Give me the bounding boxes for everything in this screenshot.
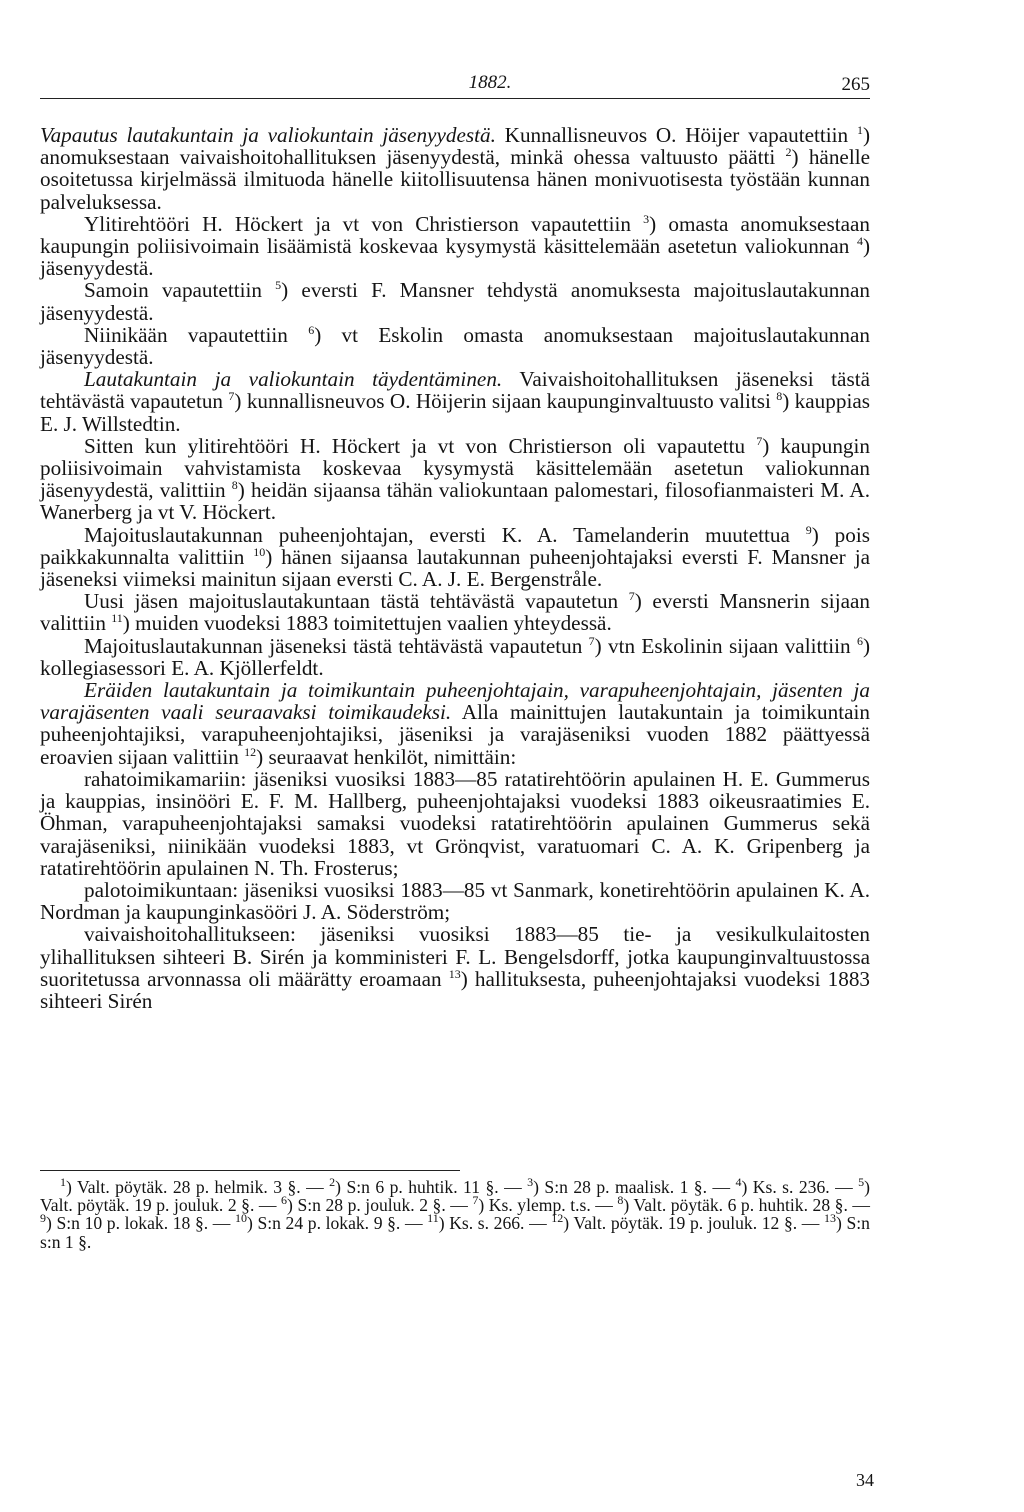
text-run: ) seuraavat henkilöt, nimittäin: — [256, 744, 517, 769]
italic-heading: Vapautus lautakuntain ja valiokuntain jäsenyydestä. — [40, 123, 496, 147]
text-run: ) hänen sijaansa lautakunnan puheenjohtajaksi eversti F. Mansner ja jäseneksi viimeksi mainitun sijaan eversti C. A. J. E. Bergenstråle. — [40, 544, 870, 592]
footnote-ref: 11 — [111, 611, 123, 626]
paragraph — [40, 124, 870, 213]
text-run: ) S:n 28 p. jouluk. 2 §. — — [287, 1195, 473, 1216]
paragraph — [40, 679, 870, 768]
text-run: Samoin vapautettiin — [84, 278, 276, 303]
footnote-ref: 1 — [60, 1175, 66, 1190]
paragraph — [40, 590, 870, 634]
text-run: Sitten kun ylitirehtööri H. Höckert ja vt von Christierson oli vapautettu — [84, 433, 757, 458]
footnote-ref: 7 — [472, 1193, 479, 1208]
text-run: ) S:n 24 p. lokak. 9 §. — — [246, 1213, 428, 1234]
paragraph — [40, 524, 870, 591]
footnote-ref: 12 — [244, 744, 257, 759]
text-run: ) Ks. s. 236. — — [741, 1177, 859, 1197]
italic-heading: Eräiden lautakuntain ja toimikuntain puheenjohtajain, varapuheenjohtajain, jäsenten ja varajäsenten vaali seuraavaksi toimikaudeksi. — [40, 678, 870, 725]
footnote-paragraph — [40, 1175, 870, 1252]
body-text — [40, 124, 870, 1012]
footnote-ref: 8 — [776, 389, 783, 404]
running-header — [40, 72, 870, 99]
footnote-ref: 7 — [628, 589, 635, 604]
footnote-ref: 7 — [588, 633, 595, 648]
text-run: ) jäsenyydestä. — [40, 234, 870, 281]
text-run: ) S:n 10 p. lokak. 18 §. — — [46, 1213, 235, 1234]
text-run: ) muiden vuodeksi 1883 toimitettujen vaalien yhteydessä. — [122, 611, 612, 636]
text-run: Vaivaishoitohallituksen jäseneksi tästä tehtävästä vapautetun — [40, 367, 870, 414]
footnote-ref: 10 — [234, 1211, 247, 1226]
text-run: ) S:n 6 p. huhtik. 11 §. — — [335, 1177, 528, 1197]
text-run: ) kauppias E. J. Willstedtin. — [40, 389, 871, 436]
text-run: Alla mainittujen lautakuntain ja toimikuntain puheenjohtajiksi, varapuheenjohtajiksi, jäseniksi ja varajäseniksi vuoden 1882 päättyessä eroavien sijaan valittiin — [40, 700, 870, 769]
text-run: Uusi jäsen majoituslautakuntaan tästä tehtävästä vapautetun — [84, 589, 629, 614]
footnote-ref: 7 — [756, 433, 763, 448]
text-run: ) pois paikkakunnalta valittiin — [40, 522, 870, 569]
text-run: Kunnallisneuvos O. Höijer vapautettiin — [495, 123, 857, 147]
signature-mark: 34 — [856, 1470, 874, 1490]
footnote-ref: 9 — [805, 522, 812, 537]
footnote-ref: 12 — [551, 1211, 564, 1226]
text-run: ) Valt. pöytäk. 28 p. helmik. 3 §. — — [66, 1177, 330, 1197]
text-run: Niinikään vapautettiin — [84, 322, 309, 347]
paragraph — [40, 324, 870, 368]
footnote-ref: 3 — [527, 1175, 534, 1190]
footnote-ref: 6 — [281, 1193, 288, 1208]
text-run: ) vtn Eskolinin sijaan valittiin — [594, 633, 857, 658]
text-run: vaivaishoitohallitukseen: jäseniksi vuosiksi 1883—85 tie- ja vesikulkulaitosten ylihallituksen sihteeri B. Sirén ja komministeri F. L. Bengelsdorff, jotka kaupunginvaltuustossa suoritetussa arvonnassa oli määrätty eroamaan — [40, 922, 870, 991]
footnote-ref: 2 — [329, 1175, 336, 1190]
footnote-ref: 1 — [856, 122, 863, 137]
paragraph — [40, 768, 870, 879]
page-number: 265 — [841, 74, 870, 95]
footnote-ref: 6 — [856, 633, 863, 648]
text-run: ) omasta anomuksestaan kaupungin poliisivoimain lisäämistä koskevaa kysymystä käsittelemään asetetun valiokunnan — [40, 211, 870, 259]
footnote-separator — [40, 1170, 460, 1171]
footnotes — [40, 1175, 870, 1252]
footnote-ref: 13 — [448, 966, 461, 981]
paragraph — [40, 635, 870, 679]
text-run: ) heidän sijaansa tähän valiokuntaan palomestari, filosofianmaisteri M. A. Wanerberg ja vt V. Höckert. — [40, 478, 870, 525]
text-run: ) Valt. pöytäk. 19 p. jouluk. 2 §. — — [40, 1177, 870, 1216]
footnote-ref: 4 — [735, 1175, 742, 1190]
footnote-ref: 4 — [856, 233, 863, 248]
paragraph — [40, 923, 870, 1012]
header-year: 1882. — [468, 72, 512, 93]
text-run: ) S:n 28 p. maalisk. 1 §. — — [533, 1177, 736, 1197]
text-run: ) Valt. pöytäk. 19 p. jouluk. 12 §. — — [563, 1213, 825, 1234]
paragraph — [40, 213, 870, 280]
italic-heading: Lautakuntain ja valiokuntain täydentäminen. — [84, 367, 503, 392]
text-run: ) eversti Mansnerin sijaan valittiin — [40, 589, 870, 636]
footnote-ref: 8 — [231, 478, 238, 493]
paragraph — [40, 368, 870, 435]
text-run: ) hänelle osoitetussa kirjelmässä ilmituoda hänelle kiitollisuutensa hänen monivuotisesta työstään kunnan palveluksessa. — [40, 145, 870, 214]
text-run: ) Ks. s. 266. — — [438, 1213, 552, 1234]
text-run: ) anomuksestaan vaivaishoitohallituksen jäsenyydestä, minkä ohessa valtuusto päätti — [40, 123, 870, 170]
footnote-ref: 3 — [643, 211, 650, 226]
text-run: ) kunnallisneuvos O. Höijerin sijaan kaupunginvaltuusto valitsi — [234, 389, 777, 414]
text-run: rahatoimikamariin: jäseniksi vuosiksi 1883—85 ratatirehtöörin apulainen H. E. Gummerus ja kauppias, insinööri E. F. M. Hallberg, puheenjohtajaksi vuodeksi 1883 oikeusraatimies E. Öhman, varapuheenjohtajaksi samaksi vuodeksi ratatirehtöörin apulainen Gummerus sekä varajäseniksi, niinikään vuodeksi 1883, vt Grönqvist, varatuomari C. A. K. Gripenberg ja ratatirehtöörin apulainen N. Th. Frosterus; — [40, 766, 870, 880]
text-run: ) eversti F. Mansner tehdystä anomuksesta majoituslautakunnan jäsenyydestä. — [40, 278, 870, 325]
text-run: Majoituslautakunnan jäseneksi tästä tehtävästä vapautetun — [84, 633, 589, 658]
text-run: ) vt Eskolin omasta anomuksestaan majoituslautakunnan jäsenyydestä. — [40, 322, 870, 370]
text-run: ) hallituksesta, puheenjohtajaksi vuodeksi 1883 sihteeri Sirén — [40, 966, 871, 1013]
paragraph — [40, 879, 870, 923]
text-run: ) Valt. pöytäk. 6 p. huhtik. 28 §. — — [623, 1195, 870, 1216]
text-run: ) S:n s:n 1 §. — [40, 1213, 870, 1252]
text-run: ) kaupungin poliisivoimain vahvistamista koskevaa kysymystä käsittelemään asetetun valiokunnan jäsenyydestä, valittiin — [40, 433, 870, 503]
footnote-ref: 6 — [308, 322, 315, 337]
footnote-ref: 5 — [275, 278, 282, 293]
footnote-ref: 8 — [617, 1193, 624, 1208]
footnote-ref: 9 — [40, 1211, 46, 1226]
text-run: ) kollegiasessori E. A. Kjöllerfeldt. — [40, 633, 870, 680]
text-run: Majoituslautakunnan puheenjohtajan, eversti K. A. Tamelanderin muutettua — [84, 522, 806, 547]
paragraph — [40, 279, 870, 323]
footnote-ref: 13 — [824, 1211, 837, 1226]
footnote-ref: 5 — [858, 1175, 865, 1190]
footnote-ref: 7 — [228, 389, 235, 404]
footnote-ref: 2 — [785, 145, 792, 160]
text-run: ) Ks. ylemp. t.s. — — [478, 1195, 618, 1216]
paragraph — [40, 435, 870, 524]
footnote-ref: 10 — [253, 544, 266, 559]
text-run: palotoimikuntaan: jäseniksi vuosiksi 1883—85 vt Sanmark, konetirehtöörin apulainen K. A. Nordman ja kaupunginkasööri J. A. Söderström; — [40, 877, 870, 925]
footnote-ref: 11 — [427, 1211, 439, 1226]
text-run: Ylitirehtööri H. Höckert ja vt von Christierson vapautettiin — [84, 211, 644, 236]
